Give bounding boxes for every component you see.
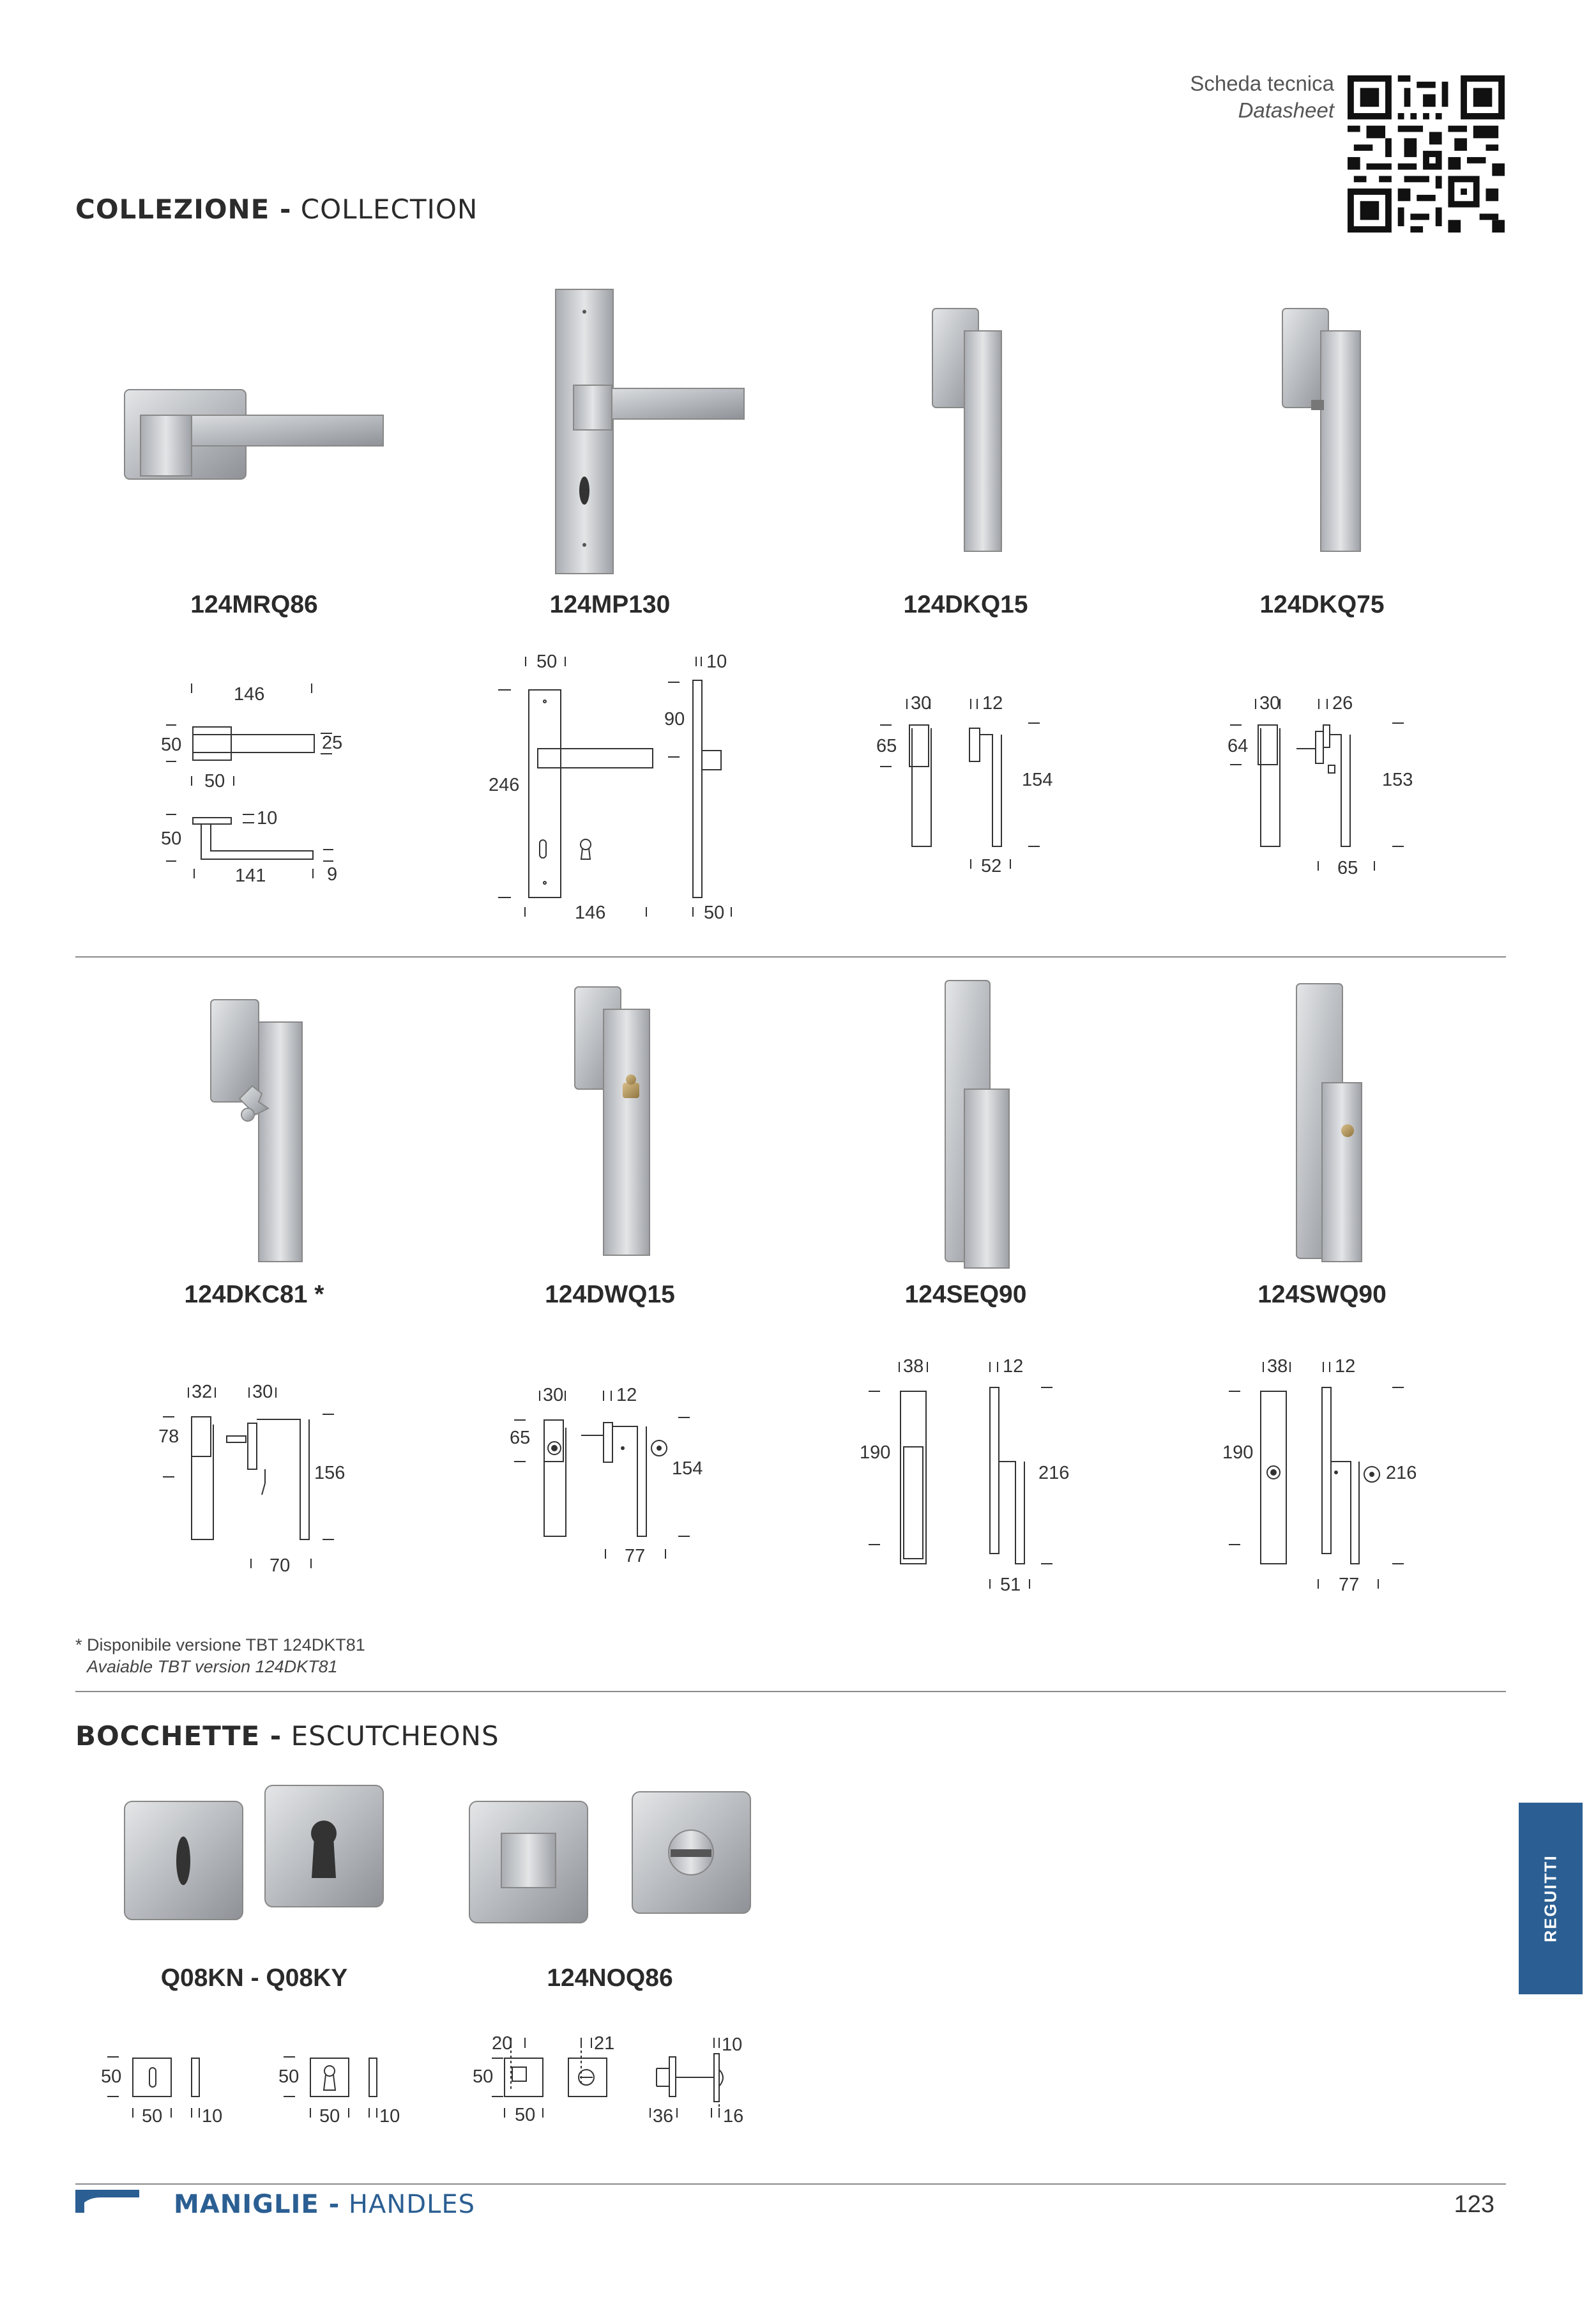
- dim-label: 10: [257, 808, 278, 829]
- dim-label: 12: [982, 693, 1003, 714]
- dim-label: 216: [1386, 1463, 1417, 1483]
- brand-side-tab-label: REGUITTI: [1540, 1854, 1560, 1943]
- product-code-124NOQ86: 124NOQ86: [547, 1964, 673, 1992]
- diagram-124SEQ90: [856, 1348, 1073, 1597]
- diagram-124DKC81: [153, 1373, 358, 1584]
- dim-label: 50: [319, 2106, 340, 2127]
- dim-label: 216: [1038, 1463, 1070, 1483]
- dim-label: 16: [723, 2106, 744, 2127]
- datasheet-label-it: Scheda tecnica: [1190, 72, 1334, 95]
- dim-label: 50: [473, 2066, 494, 2087]
- product-code-124DWQ15: 124DWQ15: [545, 1281, 675, 1308]
- product-photo-124DKQ15: [926, 305, 1015, 561]
- footer-title-rest: HANDLES: [340, 2190, 476, 2219]
- product-photo-124DKQ75: [1276, 305, 1378, 561]
- footer-title: [174, 2190, 475, 2219]
- dim-label: 154: [672, 1458, 703, 1479]
- footnote-it: Disponibile versione TBT 124DKT81: [87, 1635, 365, 1654]
- collection-title: [75, 194, 478, 225]
- dim-label: 32: [192, 1382, 213, 1402]
- dim-label: 12: [1003, 1356, 1024, 1377]
- product-code-Q08KN-Q08KY: Q08KN - Q08KY: [160, 1964, 348, 1992]
- dim-label: 146: [234, 684, 265, 705]
- diagram-124MP130: [485, 645, 754, 926]
- diagram-124MRQ86: [153, 677, 364, 894]
- section-divider: [75, 1691, 1506, 1692]
- dim-label: 154: [1022, 770, 1053, 790]
- dim-label: 38: [903, 1356, 924, 1377]
- product-code-124DKQ15: 124DKQ15: [903, 591, 1028, 618]
- dim-label: 50: [515, 2105, 536, 2125]
- dim-label: 65: [876, 736, 897, 756]
- dim-label: 50: [704, 903, 725, 923]
- footnote: [75, 1634, 365, 1677]
- dim-label: 246: [489, 775, 520, 795]
- dim-label: 10: [706, 652, 727, 672]
- dim-label: 77: [1339, 1575, 1360, 1595]
- footnote-star: *: [75, 1635, 82, 1654]
- product-code-124DKC81: 124DKC81 *: [184, 1281, 324, 1308]
- product-photo-124DKC81: [192, 997, 358, 1265]
- dim-label: 50: [204, 771, 225, 791]
- dim-label: 64: [1227, 736, 1249, 756]
- product-code-124DKQ75: 124DKQ75: [1259, 591, 1385, 618]
- dim-label: 10: [379, 2106, 400, 2127]
- product-photo-124NOQ86: [466, 1785, 754, 1926]
- dim-label: 12: [616, 1385, 637, 1405]
- dim-label: 77: [625, 1546, 646, 1566]
- product-photo-124MP130: [549, 286, 754, 580]
- dim-label: 70: [270, 1555, 291, 1576]
- dim-label: 25: [322, 733, 343, 753]
- product-code-124SEQ90: 124SEQ90: [904, 1281, 1027, 1308]
- dim-label: 50: [278, 2066, 300, 2087]
- product-photo-124MRQ86: [121, 377, 390, 485]
- product-photo-124DWQ15: [562, 984, 677, 1265]
- dim-label: 65: [1337, 858, 1358, 878]
- dim-label: 26: [1332, 693, 1353, 714]
- section-divider: [75, 956, 1506, 958]
- dim-label: 21: [594, 2033, 615, 2054]
- product-code-124MP130: 124MP130: [549, 591, 671, 618]
- dim-label: 50: [536, 652, 558, 672]
- collection-title-bold: COLLEZIONE -: [75, 194, 292, 225]
- dim-label: 190: [860, 1442, 891, 1463]
- footer-title-bold: MANIGLIE -: [174, 2190, 340, 2219]
- dim-label: 51: [1000, 1575, 1021, 1595]
- dim-label: 153: [1382, 770, 1413, 790]
- dim-label: 190: [1222, 1442, 1254, 1463]
- escutcheons-title-bold: BOCCHETTE -: [75, 1720, 282, 1752]
- footer-divider: [75, 2183, 1506, 2185]
- escutcheons-title: [75, 1720, 499, 1752]
- dim-label: 50: [161, 735, 182, 755]
- dim-label: 90: [664, 709, 685, 729]
- product-photo-Q08KN-Q08KY: [121, 1782, 390, 1923]
- diagram-124DKQ15: [869, 684, 1073, 888]
- dim-label: 10: [202, 2106, 223, 2127]
- datasheet-label: [1190, 70, 1334, 124]
- dim-label: 20: [492, 2033, 513, 2054]
- collection-title-rest: COLLECTION: [291, 194, 478, 225]
- dim-label: 38: [1267, 1356, 1288, 1377]
- product-code-124SWQ90: 124SWQ90: [1258, 1281, 1387, 1308]
- dim-label: 30: [252, 1382, 273, 1402]
- dim-label: 52: [981, 856, 1002, 876]
- diagram-Q08KN-Q08KY: [96, 2044, 428, 2146]
- datasheet-label-en: Datasheet: [1238, 98, 1334, 122]
- dim-label: 30: [1259, 693, 1281, 714]
- brand-side-tab: [1519, 1803, 1583, 1994]
- dim-label: 50: [101, 2066, 122, 2087]
- dim-label: 141: [235, 866, 266, 886]
- product-photo-124SWQ90: [1284, 981, 1386, 1268]
- page-number: 123: [1454, 2191, 1494, 2218]
- dim-label: 36: [653, 2106, 674, 2127]
- dim-label: 12: [1335, 1356, 1356, 1377]
- diagram-124NOQ86: [466, 2025, 760, 2153]
- dim-label: 156: [314, 1463, 346, 1483]
- diagram-124DKQ75: [1220, 684, 1424, 888]
- footnote-en: Avaiable TBT version 124DKT81: [87, 1657, 338, 1676]
- qr-code-icon[interactable]: [1348, 75, 1505, 233]
- dim-label: 78: [158, 1426, 179, 1447]
- dim-label: 9: [327, 864, 338, 885]
- product-code-124MRQ86: 124MRQ86: [190, 591, 318, 618]
- diagram-124DWQ15: [505, 1377, 715, 1587]
- dim-label: 50: [142, 2106, 163, 2127]
- brand-logo-icon: [75, 2188, 139, 2214]
- product-photo-124SEQ90: [926, 977, 1028, 1271]
- diagram-124SWQ90: [1220, 1348, 1437, 1597]
- dim-label: 65: [510, 1428, 531, 1448]
- dim-label: 10: [722, 2035, 743, 2055]
- escutcheons-title-rest: ESCUTCHEONS: [282, 1720, 499, 1752]
- dim-label: 50: [161, 829, 182, 849]
- dim-label: 30: [543, 1385, 564, 1405]
- dim-label: 30: [911, 693, 932, 714]
- dim-label: 146: [575, 903, 606, 923]
